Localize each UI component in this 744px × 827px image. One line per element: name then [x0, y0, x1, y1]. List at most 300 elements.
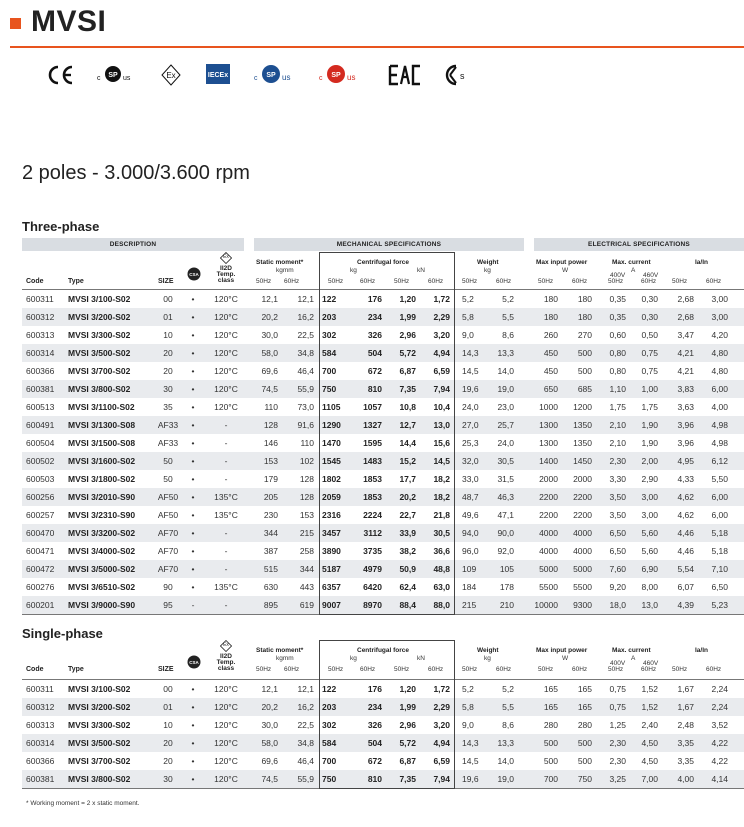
cell-power-50hz: 1400 — [539, 456, 558, 466]
cell-ex-temp: 120°C — [214, 684, 238, 694]
cell-code: 600470 — [26, 528, 55, 538]
ex-temp-label: Temp. — [216, 659, 236, 666]
cell-cf-kn-60hz: 18,2 — [433, 474, 450, 484]
cell-cf-kn-60hz: 4,94 — [433, 738, 450, 748]
cell-cf-kg-50hz: 122 — [322, 294, 337, 304]
cell-current-460v: 3,00 — [641, 492, 658, 502]
cell-code: 600312 — [26, 702, 55, 712]
cell-cf-kg-60hz: 8970 — [363, 600, 382, 610]
cell-cf-kg-50hz: 3890 — [322, 546, 341, 556]
centrifugal-force-label: Centrifugal force — [357, 259, 410, 266]
cell-cf-kn-60hz: 3,20 — [433, 330, 450, 340]
cell-cf-kn-50hz: 38,2 — [399, 546, 416, 556]
cell-code: 600513 — [26, 402, 55, 412]
cell-power-60hz: 4000 — [573, 528, 592, 538]
cell-cf-kg-50hz: 203 — [322, 312, 337, 322]
cell-power-50hz: 4000 — [539, 528, 558, 538]
cell-code: 600311 — [26, 684, 54, 694]
cell-cf-kn-60hz: 13,0 — [433, 420, 450, 430]
cell-power-50hz: 700 — [543, 774, 558, 784]
power-50hz-header: 50Hz — [538, 278, 554, 285]
cell-weight-60hz: 14,0 — [497, 366, 514, 376]
cell-cf-kg-60hz: 3735 — [363, 546, 382, 556]
cell-ex-temp: 120°C — [214, 384, 238, 394]
cell-csa-dot: • — [191, 528, 195, 538]
cell-type: MVSI 3/200-S02 — [68, 702, 131, 712]
cell-iain-60hz: 4,98 — [711, 438, 728, 448]
cell-power-50hz: 4000 — [539, 546, 558, 556]
current-460v-header: 460V — [643, 272, 659, 279]
cell-ex-temp: - — [224, 546, 228, 556]
cell-static-50hz: 387 — [263, 546, 278, 556]
cell-iain-60hz: 4,00 — [711, 402, 728, 412]
cell-cf-kn-60hz: 14,5 — [433, 456, 450, 466]
cell-csa-dot: • — [191, 330, 195, 340]
table-row — [22, 734, 744, 752]
centrifugal-kg-unit: kg — [350, 655, 357, 662]
cell-power-50hz: 450 — [543, 348, 558, 358]
csa-column-label: CSA — [189, 272, 199, 277]
cell-weight-50hz: 19,6 — [462, 774, 479, 784]
cell-weight-60hz: 19,0 — [497, 384, 514, 394]
svg-text:us: us — [123, 75, 131, 82]
cell-static-60hz: 258 — [299, 546, 314, 556]
cell-current-460v: 2,00 — [641, 456, 658, 466]
table-row — [22, 434, 744, 452]
cell-static-60hz: 153 — [299, 510, 314, 520]
code-header: Code — [26, 278, 44, 285]
cell-current-460v: 2,40 — [641, 720, 658, 730]
cell-code: 600502 — [26, 456, 55, 466]
cell-cf-kg-60hz: 504 — [367, 348, 382, 358]
cell-current-460v: 2,90 — [641, 474, 658, 484]
ex-symbol-label: Ex — [223, 642, 229, 648]
svg-text:SP: SP — [108, 72, 118, 79]
cell-size: 10 — [163, 330, 173, 340]
static-moment-unit: kgmm — [276, 655, 294, 662]
certification-marks — [42, 60, 482, 90]
centrifugal-kn-unit: kN — [417, 655, 425, 662]
description-group-header: DESCRIPTION — [22, 238, 244, 251]
cell-current-460v: 0,50 — [641, 330, 658, 340]
cell-ex-temp: 120°C — [214, 756, 238, 766]
cell-power-60hz: 180 — [577, 312, 592, 322]
table-row — [22, 398, 744, 416]
cell-weight-60hz: 13,3 — [497, 738, 514, 748]
cell-current-400v: 1,25 — [609, 720, 626, 730]
cell-type: MVSI 3/1300-S08 — [68, 420, 136, 430]
cell-cf-kn-50hz: 62,4 — [399, 582, 416, 592]
cell-static-60hz: 73,0 — [297, 402, 314, 412]
cell-current-400v: 18,0 — [609, 600, 626, 610]
cell-ex-temp: - — [224, 420, 228, 430]
cell-size: 00 — [163, 294, 173, 304]
cell-cf-kn-60hz: 63,0 — [433, 582, 450, 592]
static-50hz-header: 50Hz — [256, 666, 272, 673]
cell-cf-kg-60hz: 176 — [367, 294, 382, 304]
weight-50hz-header: 50Hz — [462, 278, 478, 285]
cell-power-50hz: 1300 — [539, 438, 558, 448]
cell-type: MVSI 3/3200-S02 — [68, 528, 136, 538]
cell-cf-kg-50hz: 750 — [322, 774, 337, 784]
svg-text:c: c — [97, 75, 101, 82]
cell-code: 600276 — [26, 582, 55, 592]
cell-csa-dot: • — [191, 402, 195, 412]
cell-iain-60hz: 6,00 — [711, 492, 728, 502]
cell-size: 20 — [163, 738, 173, 748]
cell-iain-60hz: 4,80 — [711, 348, 728, 358]
cell-current-400v: 0,35 — [609, 312, 626, 322]
cell-type: MVSI 3/800-S02 — [68, 384, 131, 394]
cell-static-60hz: 102 — [299, 456, 314, 466]
current-460v-header: 460V — [643, 660, 659, 667]
cell-static-60hz: 34,8 — [297, 348, 314, 358]
cell-iain-50hz: 4,39 — [677, 600, 694, 610]
cell-size: 01 — [163, 702, 173, 712]
cell-cf-kg-60hz: 6420 — [363, 582, 382, 592]
cell-static-50hz: 630 — [263, 582, 278, 592]
cell-ex-temp: 120°C — [214, 402, 238, 412]
cell-type: MVSI 3/4000-S02 — [68, 546, 136, 556]
cell-iain-50hz: 3,96 — [677, 438, 694, 448]
cell-size: 20 — [163, 348, 173, 358]
cell-iain-60hz: 6,00 — [711, 384, 728, 394]
cell-iain-50hz: 4,46 — [677, 546, 694, 556]
cell-size: 50 — [163, 456, 173, 466]
cell-static-60hz: 128 — [299, 474, 314, 484]
cell-weight-50hz: 184 — [462, 582, 477, 592]
cell-cf-kn-60hz: 2,29 — [433, 702, 450, 712]
cell-weight-60hz: 5,2 — [502, 684, 514, 694]
cell-cf-kn-50hz: 15,2 — [399, 456, 416, 466]
cell-iain-50hz: 4,33 — [677, 474, 694, 484]
cell-type: MVSI 3/700-S02 — [68, 756, 131, 766]
cell-power-50hz: 1300 — [539, 420, 558, 430]
cell-weight-50hz: 109 — [462, 564, 477, 574]
cell-ex-temp: 120°C — [214, 774, 238, 784]
cell-static-50hz: 58,0 — [261, 348, 278, 358]
current-400v-header: 400V — [610, 660, 626, 667]
cell-iain-50hz: 1,67 — [677, 684, 694, 694]
cell-power-50hz: 2200 — [539, 492, 558, 502]
ce-mark-icon — [47, 60, 75, 90]
cell-code: 600314 — [26, 348, 55, 358]
cell-iain-50hz: 4,62 — [677, 492, 694, 502]
cell-code: 600312 — [26, 312, 55, 322]
current-60hz-header: 60Hz — [641, 278, 657, 285]
cell-cf-kn-60hz: 18,2 — [433, 492, 450, 502]
cell-cf-kn-60hz: 88,0 — [433, 600, 450, 610]
cell-weight-50hz: 96,0 — [462, 546, 479, 556]
cell-weight-60hz: 90,0 — [497, 528, 514, 538]
cell-current-460v: 1,00 — [641, 384, 658, 394]
cell-type: MVSI 3/2310-S90 — [68, 510, 136, 520]
cell-size: 30 — [163, 774, 173, 784]
cell-static-50hz: 344 — [263, 528, 278, 538]
ia-in-label: Ia/In — [695, 259, 709, 266]
cell-weight-50hz: 9,0 — [462, 330, 474, 340]
cell-weight-60hz: 5,2 — [502, 294, 514, 304]
cell-weight-50hz: 33,0 — [462, 474, 479, 484]
table-row — [22, 326, 744, 344]
cell-csa-dot: - — [191, 600, 195, 610]
cell-current-460v: 5,60 — [641, 546, 658, 556]
type-header: Type — [68, 666, 84, 673]
cell-iain-60hz: 5,18 — [711, 528, 728, 538]
cell-static-50hz: 12,1 — [261, 684, 278, 694]
cell-cf-kn-50hz: 1,20 — [399, 294, 416, 304]
cell-cf-kg-60hz: 1853 — [363, 492, 382, 502]
cell-cf-kg-50hz: 3457 — [322, 528, 341, 538]
cell-csa-dot: • — [191, 684, 195, 694]
cell-static-60hz: 16,2 — [297, 312, 314, 322]
ia-in-label: Ia/In — [695, 647, 709, 654]
cell-static-60hz: 619 — [299, 600, 314, 610]
weight-unit: kg — [484, 267, 491, 274]
cf-kg-50hz-header: 50Hz — [328, 278, 344, 285]
cell-weight-50hz: 14,3 — [462, 738, 479, 748]
cell-power-60hz: 500 — [577, 366, 592, 376]
cell-current-460v: 1,52 — [641, 684, 658, 694]
cell-power-60hz: 750 — [577, 774, 592, 784]
cell-size: AF33 — [157, 420, 179, 430]
cell-csa-dot: • — [191, 492, 195, 502]
cell-code: 600504 — [26, 438, 55, 448]
cell-weight-50hz: 5,2 — [462, 294, 474, 304]
table-row — [22, 380, 744, 398]
eac-mark-icon — [388, 60, 422, 90]
cell-weight-50hz: 5,8 — [462, 312, 474, 322]
cell-power-50hz: 180 — [543, 294, 558, 304]
cell-static-50hz: 205 — [263, 492, 278, 502]
cell-csa-dot: • — [191, 294, 195, 304]
cell-weight-60hz: 178 — [499, 582, 514, 592]
cell-cf-kn-50hz: 1,99 — [399, 312, 416, 322]
cell-current-460v: 4,50 — [641, 738, 658, 748]
cell-ex-temp: - — [224, 528, 228, 538]
cell-cf-kg-50hz: 9007 — [322, 600, 341, 610]
cell-current-400v: 3,50 — [609, 492, 626, 502]
cell-iain-60hz: 4,80 — [711, 366, 728, 376]
cell-cf-kn-60hz: 10,4 — [433, 402, 450, 412]
cell-power-60hz: 180 — [577, 294, 592, 304]
cell-type: MVSI 3/1600-S02 — [68, 456, 136, 466]
cell-ex-temp: 120°C — [214, 738, 238, 748]
cell-static-50hz: 74,5 — [261, 384, 278, 394]
cell-weight-60hz: 47,1 — [497, 510, 514, 520]
cell-cf-kg-50hz: 302 — [322, 720, 337, 730]
cell-power-50hz: 2200 — [539, 510, 558, 520]
cell-weight-60hz: 5,5 — [502, 312, 514, 322]
cell-weight-60hz: 19,0 — [497, 774, 514, 784]
cell-static-60hz: 443 — [299, 582, 314, 592]
centrifugal-kg-unit: kg — [350, 267, 357, 274]
power-50hz-header: 50Hz — [538, 666, 554, 673]
svg-text:SP: SP — [266, 72, 276, 79]
cell-weight-50hz: 14,3 — [462, 348, 479, 358]
cell-size: AF70 — [157, 546, 179, 556]
cell-cf-kn-50hz: 14,4 — [399, 438, 416, 448]
cell-cf-kn-50hz: 2,96 — [399, 330, 416, 340]
cell-power-60hz: 1350 — [573, 420, 592, 430]
cell-code: 600201 — [26, 600, 55, 610]
cell-cf-kn-50hz: 20,2 — [399, 492, 416, 502]
svg-text:us: us — [282, 73, 291, 82]
single-phase-title: Single-phase — [22, 626, 103, 641]
cell-iain-50hz: 3,63 — [677, 402, 694, 412]
cell-power-50hz: 500 — [543, 738, 558, 748]
svg-text:c: c — [254, 75, 258, 82]
cell-weight-50hz: 215 — [462, 600, 477, 610]
cell-static-50hz: 515 — [263, 564, 278, 574]
cell-weight-50hz: 24,0 — [462, 402, 479, 412]
cell-iain-60hz: 4,98 — [711, 420, 728, 430]
cell-cf-kg-50hz: 302 — [322, 330, 337, 340]
cell-power-50hz: 2000 — [539, 474, 558, 484]
static-60hz-header: 60Hz — [284, 278, 300, 285]
cell-ex-temp: 120°C — [214, 720, 238, 730]
cell-code: 600491 — [26, 420, 55, 430]
max-input-power-label: Max input power — [536, 647, 588, 654]
cell-static-60hz: 128 — [299, 492, 314, 502]
cell-code: 600366 — [26, 756, 55, 766]
cell-cf-kg-60hz: 672 — [367, 756, 382, 766]
cell-iain-60hz: 4,22 — [711, 738, 728, 748]
cell-iain-50hz: 5,54 — [677, 564, 694, 574]
cell-weight-60hz: 24,0 — [497, 438, 514, 448]
cell-power-50hz: 1000 — [539, 402, 558, 412]
three-phase-title: Three-phase — [22, 219, 100, 234]
cell-power-60hz: 4000 — [573, 546, 592, 556]
mechanical-group-header: MECHANICAL SPECIFICATIONS — [254, 238, 524, 251]
cell-cf-kg-60hz: 1595 — [363, 438, 382, 448]
cell-weight-60hz: 46,3 — [497, 492, 514, 502]
cell-static-50hz: 12,1 — [261, 294, 278, 304]
current-50hz-header: 50Hz — [608, 278, 624, 285]
cell-power-60hz: 500 — [577, 738, 592, 748]
cell-weight-50hz: 5,2 — [462, 684, 474, 694]
cell-static-50hz: 179 — [263, 474, 278, 484]
cell-csa-dot: • — [191, 510, 195, 520]
code-header: Code — [26, 666, 44, 673]
weight-label: Weight — [477, 259, 499, 266]
cell-iain-50hz: 4,95 — [677, 456, 694, 466]
cell-weight-50hz: 49,6 — [462, 510, 479, 520]
cell-code: 600257 — [26, 510, 55, 520]
static-50hz-header: 50Hz — [256, 278, 272, 285]
cell-cf-kg-60hz: 3112 — [363, 528, 382, 538]
cf-kg-50hz-header: 50Hz — [328, 666, 344, 673]
table-bottom-rule — [22, 614, 744, 615]
csa-us-red-mark-icon — [319, 60, 365, 90]
cell-cf-kg-60hz: 326 — [367, 330, 382, 340]
cell-power-60hz: 500 — [577, 348, 592, 358]
cell-cf-kg-60hz: 234 — [367, 312, 382, 322]
cell-code: 600256 — [26, 492, 55, 502]
cell-cf-kg-60hz: 1853 — [363, 474, 382, 484]
size-header: SIZE — [158, 278, 174, 285]
cell-code: 600472 — [26, 564, 55, 574]
cell-cf-kn-50hz: 6,87 — [399, 756, 416, 766]
cell-cf-kn-60hz: 6,59 — [433, 756, 450, 766]
cell-weight-50hz: 19,6 — [462, 384, 479, 394]
cell-ex-temp: - — [224, 564, 228, 574]
cell-size: 90 — [163, 582, 173, 592]
cell-static-60hz: 215 — [299, 528, 314, 538]
cell-type: MVSI 3/100-S02 — [68, 684, 131, 694]
cell-cf-kn-60hz: 6,59 — [433, 366, 450, 376]
cell-static-60hz: 55,9 — [297, 384, 314, 394]
cell-type: MVSI 3/1100-S02 — [68, 402, 135, 412]
cell-cf-kn-60hz: 7,94 — [433, 774, 450, 784]
cell-iain-50hz: 3,83 — [677, 384, 694, 394]
static-moment-label: Static moment* — [256, 259, 304, 266]
cell-static-50hz: 110 — [264, 402, 278, 412]
cell-cf-kg-60hz: 4979 — [363, 564, 382, 574]
cell-iain-50hz: 2,68 — [677, 312, 694, 322]
centrifugal-kn-unit: kN — [417, 267, 425, 274]
cell-power-50hz: 165 — [543, 684, 558, 694]
max-input-power-label: Max input power — [536, 259, 588, 266]
cell-cf-kn-50hz: 12,7 — [399, 420, 416, 430]
cell-ex-temp: - — [224, 600, 228, 610]
cell-cf-kn-50hz: 5,72 — [399, 348, 416, 358]
ex-class-label: class — [217, 665, 235, 672]
cell-ex-temp: - — [224, 438, 228, 448]
cell-static-60hz: 12,1 — [297, 294, 314, 304]
table-row — [22, 416, 744, 434]
table-row — [22, 488, 744, 506]
cell-power-50hz: 280 — [543, 720, 558, 730]
cell-weight-60hz: 92,0 — [497, 546, 514, 556]
cell-ex-temp: 120°C — [214, 366, 238, 376]
table-row — [22, 344, 744, 362]
cell-weight-60hz: 25,7 — [497, 420, 514, 430]
cell-current-400v: 1,10 — [609, 384, 626, 394]
max-current-unit: A — [631, 655, 636, 662]
cell-cf-kn-50hz: 7,35 — [399, 384, 416, 394]
cell-type: MVSI 3/200-S02 — [68, 312, 131, 322]
cell-iain-60hz: 4,22 — [711, 756, 728, 766]
cell-type: MVSI 3/300-S02 — [68, 720, 131, 730]
cell-iain-50hz: 4,46 — [677, 528, 694, 538]
cell-cf-kg-60hz: 672 — [367, 366, 382, 376]
cell-csa-dot: • — [191, 366, 195, 376]
cell-power-50hz: 10000 — [534, 600, 558, 610]
cell-power-60hz: 500 — [577, 756, 592, 766]
table-row — [22, 308, 744, 326]
cell-power-50hz: 650 — [543, 384, 558, 394]
cell-cf-kg-50hz: 700 — [322, 366, 337, 376]
cell-code: 600366 — [26, 366, 55, 376]
cell-csa-dot: • — [191, 738, 195, 748]
cell-code: 600471 — [26, 546, 55, 556]
cf-kn-50hz-header: 50Hz — [394, 666, 410, 673]
csa-column-label: CSA — [189, 660, 199, 665]
cell-weight-60hz: 210 — [499, 600, 514, 610]
cell-current-460v: 7,00 — [641, 774, 658, 784]
cell-csa-dot: • — [191, 582, 195, 592]
cell-weight-60hz: 30,5 — [497, 456, 514, 466]
cell-csa-dot: • — [191, 774, 195, 784]
cell-weight-50hz: 5,8 — [462, 702, 474, 712]
cell-iain-60hz: 7,10 — [711, 564, 728, 574]
iain-50hz-header: 50Hz — [672, 666, 688, 673]
cell-iain-50hz: 4,21 — [677, 366, 694, 376]
cell-cf-kn-60hz: 7,94 — [433, 384, 450, 394]
cell-power-60hz: 2200 — [573, 492, 592, 502]
cell-cf-kg-60hz: 504 — [367, 738, 382, 748]
